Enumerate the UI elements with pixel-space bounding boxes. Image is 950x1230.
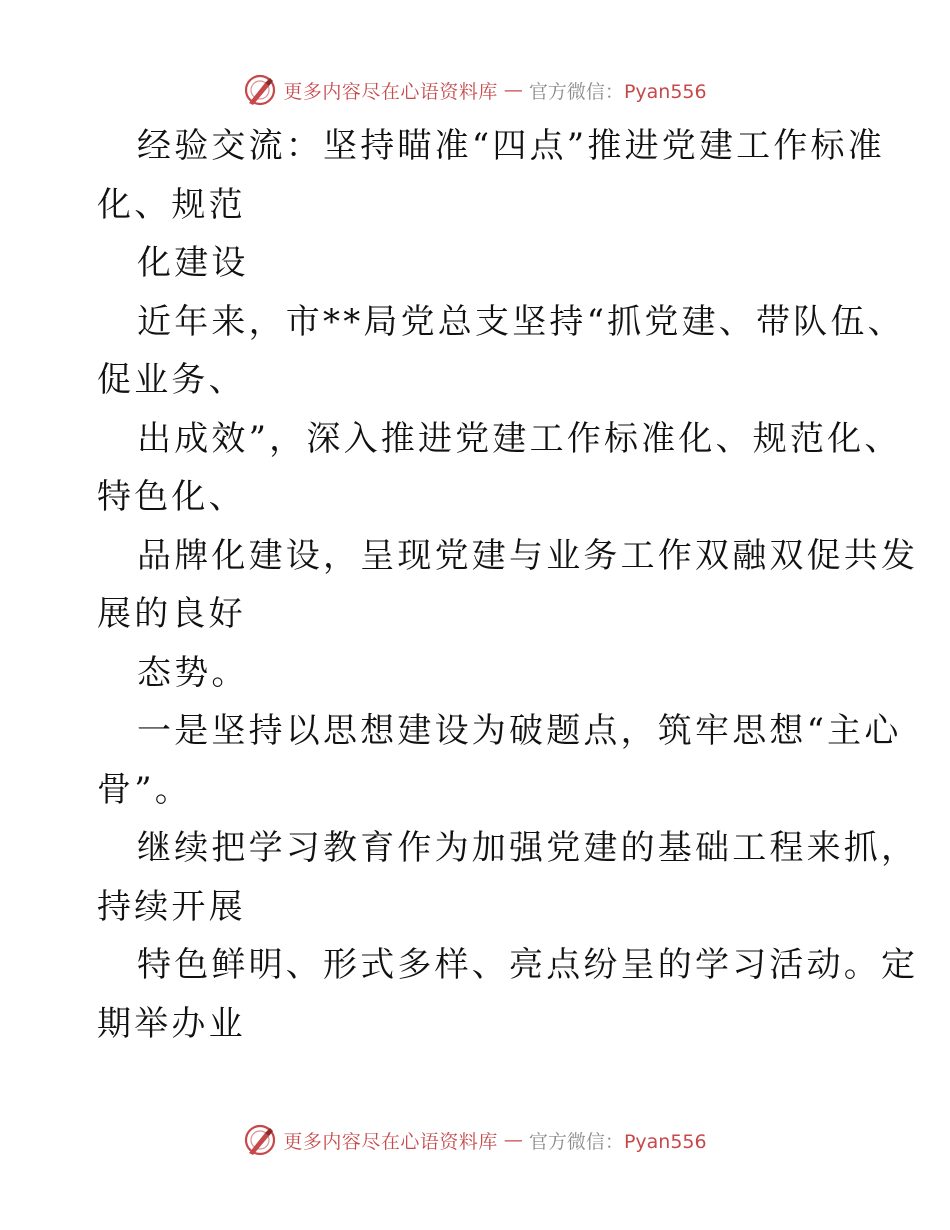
document-body: [97, 117, 919, 1053]
body-text-line: 品牌化建设，呈现党建与业务工作双融双促共发: [137, 535, 919, 576]
body-text-line: 出成效”，深入推进党建工作标准化、规范化、: [137, 418, 902, 459]
body-text-line: 继续把学习教育作为加强党建的基础工程来抓，: [137, 828, 919, 868]
header-banner: [0, 70, 950, 110]
body-text-line: 化建设: [137, 243, 249, 283]
header-contact-id: Pyan556: [623, 80, 707, 103]
footer-promo-text: 更多内容尽在心语资料库: [283, 1130, 498, 1153]
footer-dash: —: [503, 1129, 523, 1151]
body-text-line: 特色鲜明、形式多样、亮点纷呈的学习活动。定: [137, 945, 919, 985]
header-contact: [529, 77, 707, 104]
footer-banner: [0, 1120, 950, 1160]
body-text-line: 期举办业: [97, 1003, 246, 1044]
header-promo-text: 更多内容尽在心语资料库: [283, 80, 498, 103]
body-text-line: 态势。: [137, 652, 249, 693]
footer-contact: [529, 1127, 707, 1154]
body-text-line: 促业务、: [97, 360, 246, 400]
footer-contact-id: Pyan556: [623, 1130, 707, 1153]
body-text-line: 一是坚持以思想建设为破题点，筑牢思想“主心: [137, 711, 902, 751]
body-text-line: 骨”。: [97, 769, 192, 810]
header-contact-label: 官方微信：: [528, 80, 624, 103]
footer-contact-label: 官方微信：: [528, 1130, 624, 1153]
body-text-line: 持续开展: [97, 886, 246, 927]
pen-logo-icon: [243, 1123, 277, 1157]
body-text-line: 化、规范: [97, 184, 246, 225]
pen-logo-icon: [243, 73, 277, 107]
body-text-line: 经验交流：坚持瞄准“四点”推进党建工作标准: [137, 126, 885, 166]
header-dash: —: [503, 79, 523, 101]
body-text-line: 特色化、: [97, 477, 246, 517]
body-text-line: 近年来，市**局党总支坚持“抓党建、带队伍、: [137, 301, 905, 342]
body-text-line: 展的良好: [97, 594, 246, 634]
